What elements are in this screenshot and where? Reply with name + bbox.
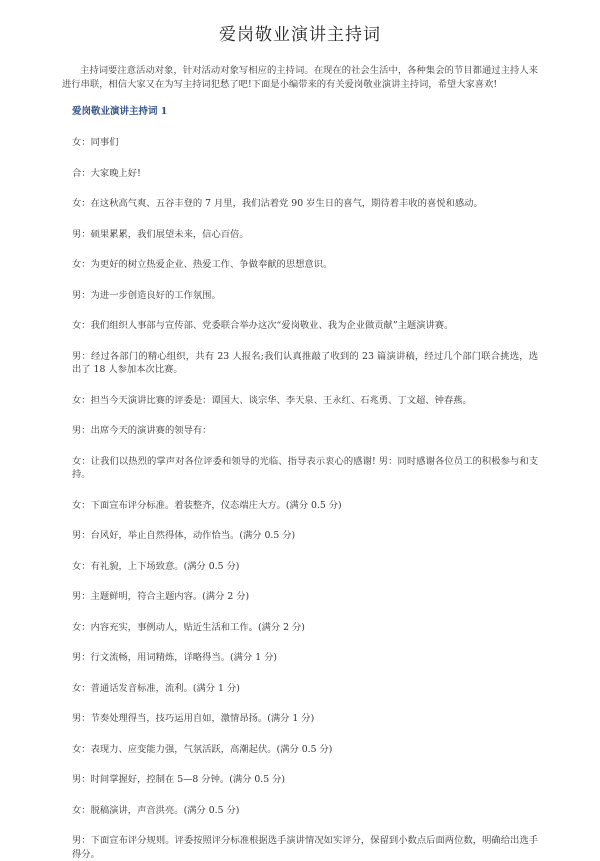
script-line: 男：时间掌握好，控制在 5—8 分钟。(满分 0.5 分) bbox=[72, 774, 286, 785]
script-line: 男：经过各部门的精心组织，共有 23 人报名;我们认真推敲了收到的 23 篇演讲稿，经过几个部门联合挑选，选出了 18 人参加本次比赛。 bbox=[72, 350, 538, 375]
section-heading: 爱岗敬业演讲主持词 1 bbox=[72, 106, 168, 117]
script-line: 男：台风好，举止自然得体，动作恰当。(满分 0.5 分) bbox=[72, 530, 296, 541]
script-line: 男：主题鲜明，符合主题内容。(满分 2 分) bbox=[72, 591, 250, 602]
script-line: 男：硕果累累，我们展望未来，信心百倍。 bbox=[72, 228, 249, 240]
script-line: 女：下面宣布评分标准。着装整齐，仪态端庄大方。(满分 0.5 分) bbox=[72, 499, 342, 511]
script-line: 女：同事们 bbox=[72, 137, 119, 148]
script-line: 女：担当今天演讲比赛的评委是：谭国大、谈宗华、李天泉、王永红、石兆勇、丁文超、钟春燕。 bbox=[72, 394, 472, 406]
script-line: 男：为进一步创造良好的工作氛围。 bbox=[72, 289, 221, 301]
page-title: 爱岗敬业演讲主持词 bbox=[219, 25, 381, 45]
script-line: 男：出席今天的演讲赛的领导有： bbox=[72, 425, 212, 436]
script-line: 女：为更好的树立热爱企业、热爱工作、争做奉献的思想意识。 bbox=[72, 259, 333, 270]
intro-paragraph: 主持词要注意活动对象，针对活动对象写相应的主持词。在现在的社会生活中，各种集会的节目都通过主持人来进行串联，相信大家又在为写主持词犯愁了吧!下面是小编带来的有关爱岗敬业演讲主持词，希望大家喜欢! bbox=[62, 65, 538, 90]
script-line: 男：节奏处理得当，技巧运用自如，激情昂扬。(满分 1 分) bbox=[72, 713, 315, 724]
script-line: 男：下面宣布评分规则。评委按照评分标准根据选手演讲情况如实评分，保留到小数点后面两位数，明确给出选手得分。 bbox=[72, 835, 538, 860]
script-line: 合：大家晚上好! bbox=[72, 167, 141, 179]
script-line: 女：在这秋高气爽、五谷丰登的 7 月里，我们沾着党 90 岁生日的喜气，期待着丰收的喜悦和感动。 bbox=[72, 198, 483, 209]
script-line: 男：行文流畅，用词精炼，详略得当。(满分 1 分) bbox=[72, 652, 278, 663]
script-line: 女：普通话发音标准，流利。(满分 1 分) bbox=[72, 682, 240, 694]
script-line: 女：内容充实，事例动人，贴近生活和工作。(满分 2 分) bbox=[72, 621, 305, 633]
script-line: 女：让我们以热烈的掌声对各位评委和领导的光临、指导表示衷心的感谢! 男：同时感谢各位员工的积极参与和支持。 bbox=[72, 455, 538, 480]
script-line: 女：我们组织人事部与宣传部、党委联合举办这次“爱岗敬业、我为企业做贡献”主题演讲赛。 bbox=[72, 320, 454, 331]
script-lines bbox=[62, 136, 538, 861]
script-line: 女：脱稿演讲，声音洪亮。(满分 0.5 分) bbox=[72, 804, 240, 816]
script-line: 女：有礼貌，上下场致意。(满分 0.5 分) bbox=[72, 560, 240, 572]
script-line: 女：表现力、应变能力强，气氛活跃，高潮起伏。(满分 0.5 分) bbox=[72, 743, 333, 755]
